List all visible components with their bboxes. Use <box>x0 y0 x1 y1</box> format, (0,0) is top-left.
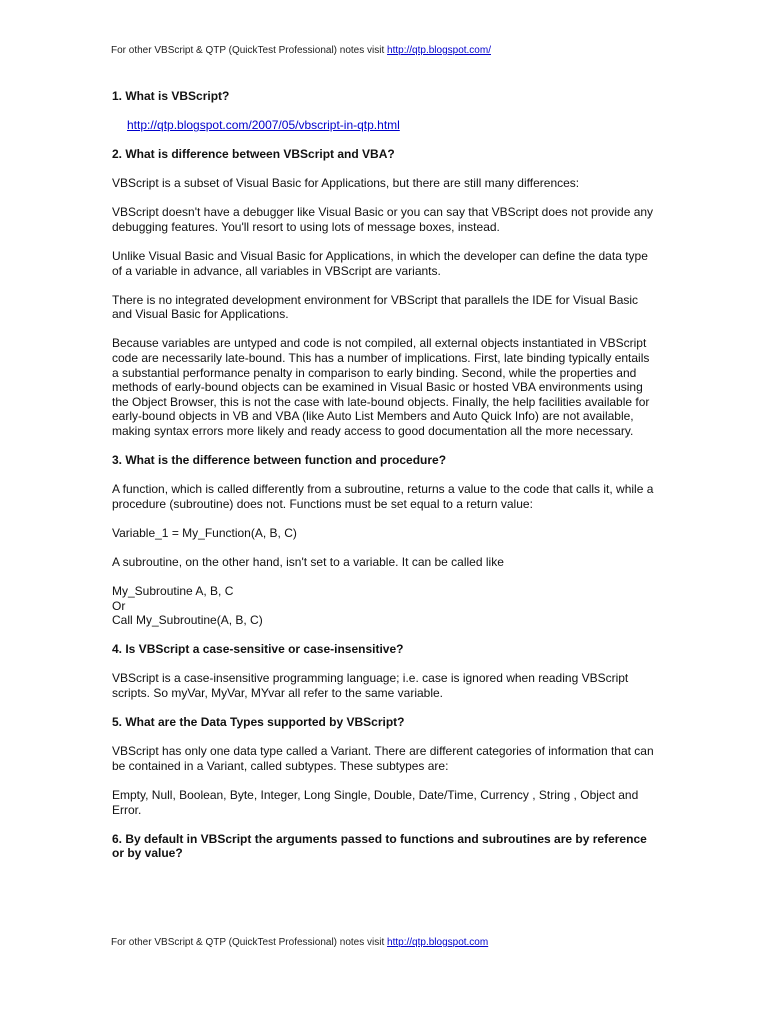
q3-code-line: Or <box>112 598 126 613</box>
q2-paragraph-2: VBScript doesn't have a debugger like Visual Basic or you can say that VBScript does not provide any debugging features. You'll resort to using lots of message boxes, instead. <box>112 205 654 234</box>
q5-paragraph-1: VBScript has only one data type called a Variant. There are different categories of information that can be contained in a Variant, called subtypes. These subtypes are: <box>112 744 654 773</box>
q2-title: 2. What is difference between VBScript and VBA? <box>112 147 395 162</box>
footer-link[interactable]: http://qtp.blogspot.com <box>387 937 489 948</box>
page-footer <box>111 937 488 948</box>
q6-title: 6. By default in VBScript the arguments passed to functions and subroutines are by reference or by value? <box>112 831 647 861</box>
document-body <box>112 89 657 875</box>
q2-paragraph-4: There is no integrated development environment for VBScript that parallels the IDE for Visual Basic and Visual Basic for Applications. <box>112 292 639 322</box>
q3-paragraph-2: A subroutine, on the other hand, isn't set to a variable. It can be called like <box>112 554 504 569</box>
q3-paragraph-1: A function, which is called differently from a subroutine, returns a value to the code that calls it, while a procedure (subroutine) does not. Functions must be set equal to a return value: <box>112 482 654 511</box>
q2-paragraph-3: Unlike Visual Basic and Visual Basic for Applications, in which the developer can define the data type of a variable in advance, all variables in VBScript are variants. <box>112 249 648 278</box>
q1-title: 1. What is VBScript? <box>112 89 230 103</box>
footer-text: For other VBScript & QTP (QuickTest Professional) notes visit <box>111 937 388 948</box>
q2-paragraph-5: Because variables are untyped and code is not compiled, all external objects instantiated in VBScript code are necessarily late-bound. This has a number of implications. First, late binding typically entails a substantial performance penalty in comparison to early binding. Second, while the properties and methods of early-bound objects can be examined in Visual Basic or hosted VBA environments using the Object Browser, this is not the case with late-bound objects. Finally, the help facilities available for early-bound objects in VB and VBA (like Auto List Members and Auto Quick Info) are not available, making syntax errors more likely and ready access to good documentation all the more necessary. <box>112 336 650 438</box>
q3-code-1: Variable_1 = My_Function(A, B, C) <box>112 525 297 540</box>
q5-title: 5. What are the Data Types supported by VBScript? <box>112 715 405 730</box>
q1-link[interactable]: http://qtp.blogspot.com/2007/05/vbscript-in-qtp.html <box>127 118 400 133</box>
q3-title: 3. What is the difference between function and procedure? <box>112 453 447 468</box>
header-text: For other VBScript & QTP (QuickTest Professional) notes visit <box>111 45 388 56</box>
q2-paragraph-1: VBScript is a subset of Visual Basic for Applications, but there are still many differences: <box>112 176 580 191</box>
page-header <box>111 45 491 56</box>
q3-code-block <box>112 584 657 628</box>
q5-paragraph-2: Empty, Null, Boolean, Byte, Integer, Long Single, Double, Date/Time, Currency , String , Object and Error. <box>112 787 639 817</box>
q3-code-line: Call My_Subroutine(A, B, C) <box>112 613 263 628</box>
q3-code-line: My_Subroutine A, B, C <box>112 584 234 599</box>
q4-paragraph-1: VBScript is a case-insensitive programming language; i.e. case is ignored when reading VBScript scripts. So myVar, MyVar, MYvar all refer to the same variable. <box>112 671 629 701</box>
q4-title: 4. Is VBScript a case-sensitive or case-insensitive? <box>112 642 404 657</box>
header-link[interactable]: http://qtp.blogspot.com/ <box>387 45 491 56</box>
